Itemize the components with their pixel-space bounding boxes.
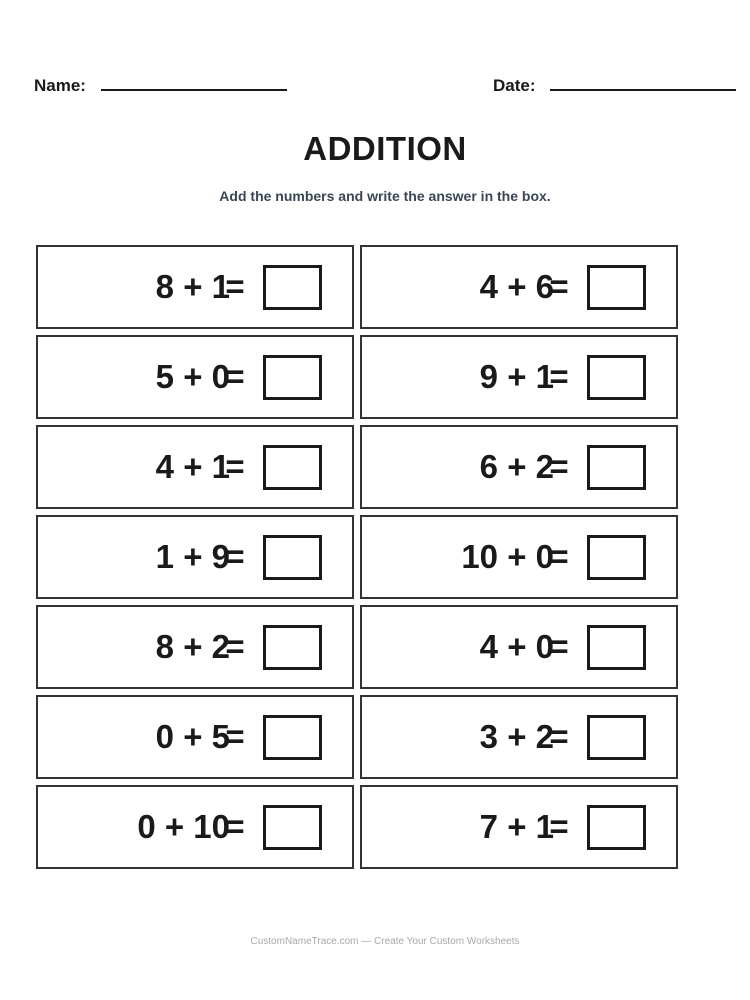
answer-box[interactable]	[587, 445, 646, 490]
equals-sign: =	[225, 358, 245, 395]
equals-sign: =	[549, 538, 569, 575]
answer-box[interactable]	[263, 535, 322, 580]
problem-cell	[36, 695, 354, 779]
problem-cell	[36, 245, 354, 329]
date-line[interactable]	[550, 89, 736, 91]
equals-sign: =	[225, 538, 245, 575]
problem-cell	[360, 245, 678, 329]
equals-sign: =	[225, 628, 245, 665]
equals-sign: =	[549, 358, 569, 395]
equals-sign: =	[225, 718, 245, 755]
problem-expression: 10 + 0	[461, 538, 554, 575]
problem-expression: 9 + 1	[479, 358, 554, 395]
equals-sign: =	[225, 808, 245, 845]
problem-expression: 4 + 1	[155, 448, 230, 485]
page-title: ADDITION	[303, 130, 467, 167]
answer-box[interactable]	[587, 805, 646, 850]
problem-expression: 0 + 5	[155, 718, 230, 755]
problem-cell	[36, 605, 354, 689]
problem-cell	[36, 335, 354, 419]
equals-sign: =	[549, 808, 569, 845]
problem-cell	[360, 425, 678, 509]
problem-expression: 8 + 2	[155, 628, 230, 665]
problem-expression: 4 + 0	[479, 628, 554, 665]
date-label: Date:	[493, 76, 536, 95]
problem-cell	[360, 695, 678, 779]
problem-cell	[36, 785, 354, 869]
problem-expression: 7 + 1	[479, 808, 554, 845]
equals-sign: =	[549, 268, 569, 305]
answer-box[interactable]	[263, 265, 322, 310]
problem-cell	[36, 425, 354, 509]
problem-cell	[360, 605, 678, 689]
answer-box[interactable]	[263, 805, 322, 850]
problem-expression: 4 + 6	[479, 268, 554, 305]
problem-expression: 6 + 2	[479, 448, 554, 485]
answer-box[interactable]	[587, 355, 646, 400]
equals-sign: =	[549, 448, 569, 485]
answer-box[interactable]	[587, 715, 646, 760]
answer-box[interactable]	[587, 625, 646, 670]
problem-cell	[36, 515, 354, 599]
problem-expression: 0 + 10	[137, 808, 230, 845]
answer-box[interactable]	[263, 625, 322, 670]
answer-box[interactable]	[587, 265, 646, 310]
instructions: Add the numbers and write the answer in the box.	[219, 188, 551, 204]
problem-expression: 5 + 0	[155, 358, 230, 395]
equals-sign: =	[549, 628, 569, 665]
problem-cell	[360, 335, 678, 419]
equals-sign: =	[549, 718, 569, 755]
problem-cell	[360, 515, 678, 599]
name-label: Name:	[34, 76, 86, 95]
problem-expression: 3 + 2	[479, 718, 554, 755]
problem-expression: 8 + 1	[155, 268, 230, 305]
footer-text: CustomNameTrace.com — Create Your Custom Worksheets	[250, 936, 520, 947]
problem-expression: 1 + 9	[155, 538, 230, 575]
answer-box[interactable]	[263, 355, 322, 400]
answer-box[interactable]	[263, 445, 322, 490]
equals-sign: =	[225, 448, 245, 485]
equals-sign: =	[225, 268, 245, 305]
answer-box[interactable]	[263, 715, 322, 760]
name-line[interactable]	[101, 89, 287, 91]
answer-box[interactable]	[587, 535, 646, 580]
problem-cell	[360, 785, 678, 869]
